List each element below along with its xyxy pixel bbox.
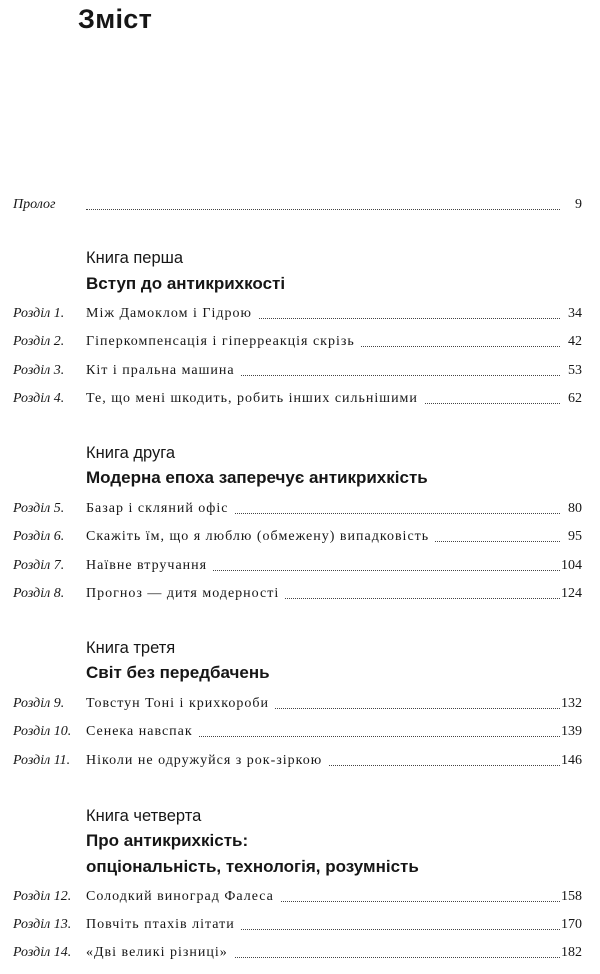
toc-entry[interactable]	[0, 528, 600, 554]
entry-title: Скажіть їм, що я люблю (обмежену) випадковість	[86, 528, 435, 546]
entry-page: 158	[561, 889, 582, 904]
entry-page: 34	[568, 306, 582, 321]
book-title: Модерна епоха заперечує антикрихкість	[86, 468, 428, 487]
entry-label: Розділ 4.	[13, 391, 65, 406]
leader-dots	[86, 209, 560, 210]
entry-title: Ніколи не одружуйся з рок-зіркою	[86, 752, 328, 770]
toc-entry[interactable]	[0, 333, 600, 359]
book-label: Книга третя	[86, 639, 176, 657]
entry-label: Розділ 13.	[13, 917, 72, 932]
entry-page: 124	[561, 586, 582, 601]
book-title: Світ без передбачень	[86, 663, 270, 682]
entry-page: 42	[568, 334, 582, 349]
book-label: Книга друга	[86, 444, 176, 462]
entry-page: 104	[561, 558, 582, 573]
book-title: Про антикрихкість:	[86, 831, 249, 850]
entry-title: Базар і скляний офіс	[86, 500, 234, 518]
toc-entry[interactable]	[0, 888, 600, 914]
entry-title: Між Дамоклом і Гідрою	[86, 305, 258, 323]
toc-entry[interactable]	[0, 362, 600, 388]
toc-entry-prologue[interactable]	[0, 196, 600, 222]
toc-entry[interactable]	[0, 557, 600, 583]
entry-page: 95	[568, 529, 582, 544]
toc-entry[interactable]	[0, 944, 600, 970]
entry-label: Розділ 6.	[13, 529, 65, 544]
entry-title: Сенека навспак	[86, 723, 199, 741]
entry-label: Розділ 12.	[13, 889, 72, 904]
entry-label: Розділ 11.	[13, 753, 71, 768]
entry-title: «Дві великі різниці»	[86, 944, 234, 962]
entry-label: Розділ 3.	[13, 363, 65, 378]
entry-label: Розділ 14.	[13, 945, 72, 960]
entry-page: 9	[575, 197, 582, 212]
toc-entry[interactable]	[0, 390, 600, 416]
entry-label: Розділ 2.	[13, 334, 65, 349]
book-label: Книга перша	[86, 249, 184, 267]
entry-title: Повчіть птахів літати	[86, 916, 241, 934]
entry-page: 53	[568, 363, 582, 378]
toc-entry[interactable]	[0, 723, 600, 749]
toc-entry[interactable]	[0, 585, 600, 611]
entry-title: Наївне втручання	[86, 557, 213, 575]
entry-page: 139	[561, 724, 582, 739]
entry-title: Гіперкомпенсація і гіперреакція скрізь	[86, 333, 361, 351]
book-title: Вступ до антикрихкості	[86, 274, 286, 293]
page-title: Зміст	[78, 4, 153, 34]
entry-label: Розділ 1.	[13, 306, 65, 321]
book-label: Книга четверта	[86, 807, 202, 825]
toc-entry[interactable]	[0, 695, 600, 721]
entry-page: 146	[561, 753, 582, 768]
entry-page: 80	[568, 501, 582, 516]
entry-label: Розділ 7.	[13, 558, 65, 573]
toc-entry[interactable]	[0, 916, 600, 942]
entry-label: Розділ 8.	[13, 586, 65, 601]
entry-page: 132	[561, 696, 582, 711]
entry-label: Пролог	[13, 197, 56, 212]
entry-page: 62	[568, 391, 582, 406]
entry-page: 170	[561, 917, 582, 932]
book-title: опціональність, технологія, розумність	[86, 857, 419, 876]
entry-label: Розділ 10.	[13, 724, 72, 739]
toc-entry[interactable]	[0, 305, 600, 331]
entry-title: Те, що мені шкодить, робить інших сильнішими	[86, 390, 424, 408]
entry-page: 182	[561, 945, 582, 960]
toc-entry[interactable]	[0, 752, 600, 778]
toc-entry[interactable]	[0, 500, 600, 526]
entry-label: Розділ 9.	[13, 696, 65, 711]
entry-title: Прогноз — дитя модерності	[86, 585, 285, 603]
entry-title: Кіт і пральна машина	[86, 362, 241, 380]
entry-label: Розділ 5.	[13, 501, 65, 516]
entry-title: Солодкий виноград Фалеса	[86, 888, 280, 906]
entry-title: Товстун Тоні і крихкороби	[86, 695, 275, 713]
